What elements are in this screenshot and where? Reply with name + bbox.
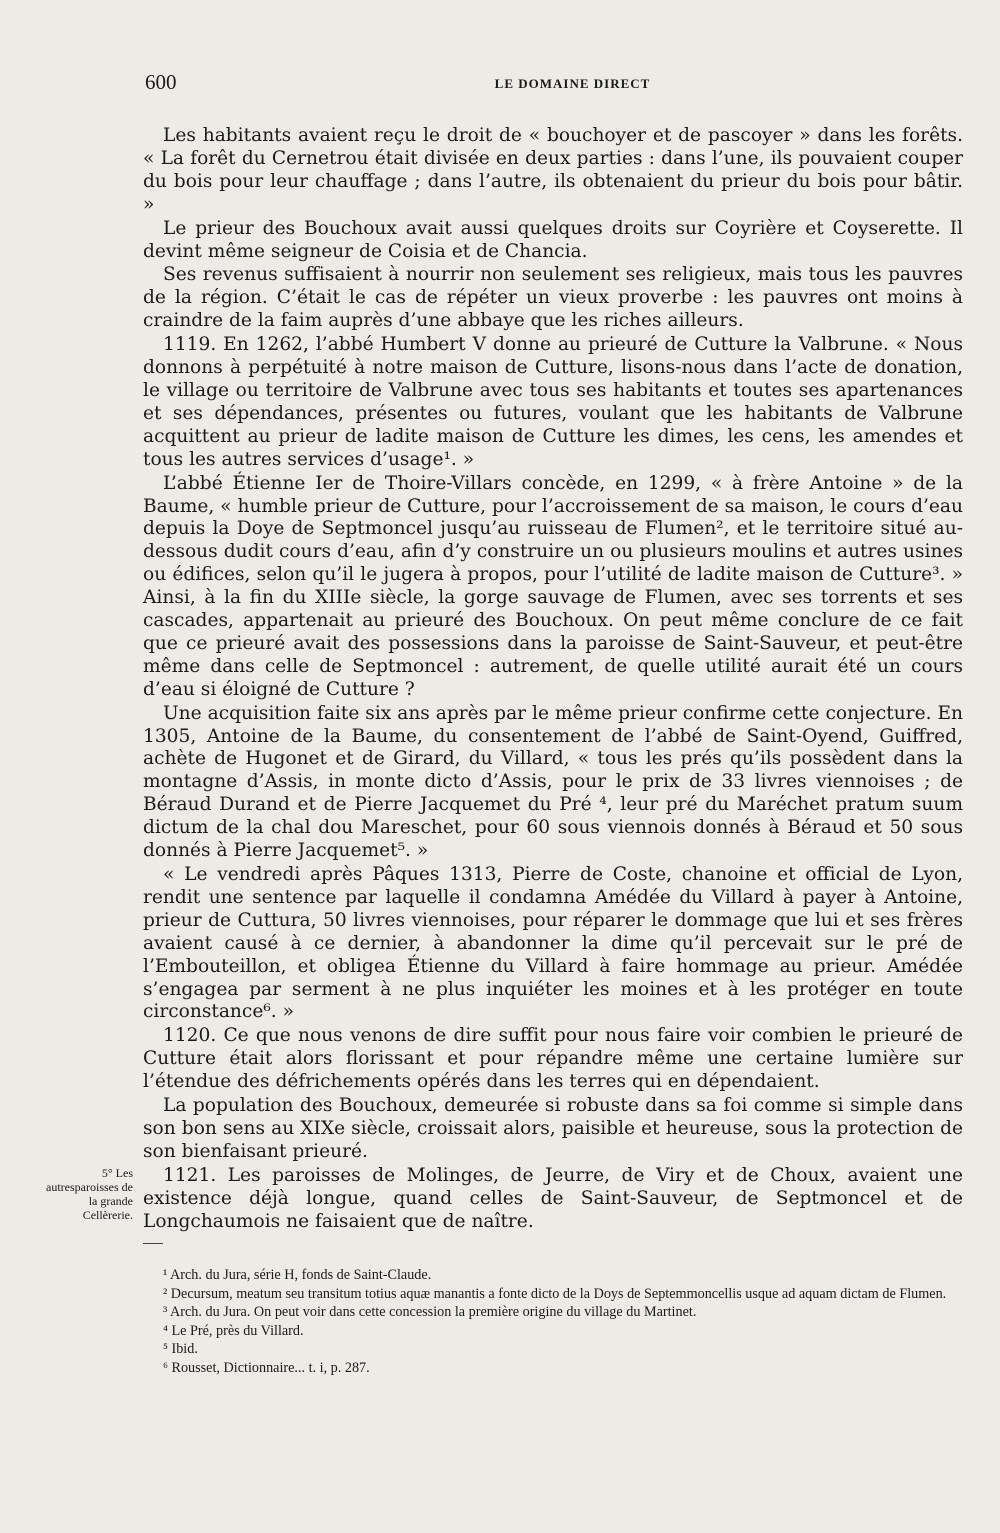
footnotes bbox=[143, 1266, 963, 1377]
paragraph: Le prieur des Bouchoux avait aussi quelques droits sur Coyrière et Coyserette. Il devint même seigneur de Coisia et de Chancia. bbox=[143, 217, 963, 262]
footnote-divider bbox=[143, 1243, 163, 1244]
footnote: ¹ Arch. du Jura, série H, fonds de Saint-Claude. bbox=[163, 1267, 432, 1283]
running-head: LE DOMAINE DIRECT bbox=[494, 76, 651, 91]
footnote: ⁵ Ibid. bbox=[163, 1341, 198, 1357]
paragraph: Une acquisition faite six ans après par le même prieur confirme cette conjecture. En 1305, Antoine de la Baume, du consentement de l’abbé de Saint-Oyend, Guiffred, achète de Hugonet et de Girard, du Villard, « tous les prés qu’ils possèdent dans la montagne d’Assis, in monte dicto d’Assis, pour le prix de 33 livres viennoises ; de Béraud Durand et de Pierre Jacquemet du Pré ⁴, leur pré du Maréchet pratum suum dictum de la chal dou Mareschet, pour 60 sous viennois donnés à Béraud et 50 sous donnés à Pierre Jacquemet⁵. » bbox=[143, 702, 963, 862]
paragraph: 1121. Les paroisses de Molinges, de Jeurre, de Viry et de Choux, avaient une existence déjà longue, quand celles de Saint-Sauveur, de Septmoncel et de Longchaumois ne faisaient que de naître. bbox=[143, 1164, 963, 1232]
footnote: ² Decursum, meatum seu transitum totius aquæ manantis a fonte dicto de la Doys de Septemmoncellis usque ad aquam dictam de Flumen. bbox=[163, 1285, 947, 1302]
footnote: ³ Arch. du Jura. On peut voir dans cette concession la première origine du village du Martinet. bbox=[163, 1304, 697, 1320]
footnote: ⁶ Rousset, Dictionnaire... t. i, p. 287. bbox=[163, 1359, 370, 1376]
page-number: 600 bbox=[145, 70, 177, 94]
paragraph: 1120. Ce que nous venons de dire suffit pour nous faire voir combien le prieuré de Cutture était alors florissant et pour répandre même une certaine lumière sur l’étendue des défrichements opérés dans les terres qui en dépendaient. bbox=[143, 1025, 963, 1093]
paragraph: 1119. En 1262, l’abbé Humbert V donne au prieuré de Cutture la Valbrune. « Nous donnons à perpétuité à notre maison de Cutture, lisons-nous dans l’acte de donation, le village ou territoire de Valbrune avec tous ses habitants et toutes ses apartenances et ses dépendances, présentes ou futures, voulant que les habitants de Valbrune acquittent au prieur de ladite maison de Cutture les dimes, les cens, les amendes et tous les autres services d’usage¹. » bbox=[143, 334, 963, 470]
page-header bbox=[145, 70, 960, 100]
margin-note: 5° Les autresparoisses de la grande Cellèrerie. bbox=[46, 1166, 133, 1222]
paragraph: « Le vendredi après Pâques 1313, Pierre de Coste, chanoine et official de Lyon, rendit une sentence par laquelle il condamna Amédée du Villard à payer à Antoine, prieur de Cuttura, 50 livres viennoises, pour réparer le dommage que lui et ses frères avaient causé à ce dernier, à abandonner la dime qu’il percevait sur le pré de l’Embouteillon, et obligea Étienne du Villard à faire hommage au prieur. Amédée s’engagea par serment à ne plus inquiéter les moines et à les protéger en toute circonstance⁶. » bbox=[143, 864, 963, 1023]
paragraph: La population des Bouchoux, demeurée si robuste dans sa foi comme si simple dans son bon sens au XIXe siècle, croissait alors, paisible et heureuse, sous la protection de son bienfaisant prieuré. bbox=[143, 1095, 963, 1162]
paragraph: Ses revenus suffisaient à nourrir non seulement ses religieux, mais tous les pauvres de la région. C’était le cas de répéter un vieux proverbe : les pauvres ont moins à craindre de la faim auprès d’une abbaye que les riches ailleurs. bbox=[143, 264, 963, 332]
footnote: ⁴ Le Pré, près du Villard. bbox=[163, 1322, 304, 1339]
paragraph: L’abbé Étienne Ier de Thoire-Villars concède, en 1299, « à frère Antoine » de la Baume, « humble prieur de Cutture, pour l’accroissement de sa maison, le cours d’eau depuis la Doye de Septmoncel jusqu’au ruisseau de Flumen², et le territoire situé au-dessous dudit cours d’eau, afin d’y construire un ou plusieurs moulins et autres usines ou édifices, selon qu’il le jugera à propos, pour l’utilité de ladite maison de Cutture³. » Ainsi, à la fin du XIIIe siècle, la gorge sauvage de Flumen, avec ses torrents et ses cascades, appartenait au prieuré des Bouchoux. On peut même conclure de ce fait que ce prieuré avait des possessions dans la paroisse de Saint-Sauveur, et peut-être même dans celle de Septmoncel : autrement, de quelle utilité aurait été un cours d’eau si éloigné de Cutture ? bbox=[143, 472, 963, 700]
body-text bbox=[143, 125, 963, 1234]
paragraph: Les habitants avaient reçu le droit de « bouchoyer et de pascoyer » dans les forêts. « La forêt du Cernetrou était divisée en deux parties : dans l’une, ils pouvaient couper du bois pour leur chauffage ; dans l’autre, ils obtenaient du prieur du bois pour bâtir. » bbox=[143, 125, 963, 215]
